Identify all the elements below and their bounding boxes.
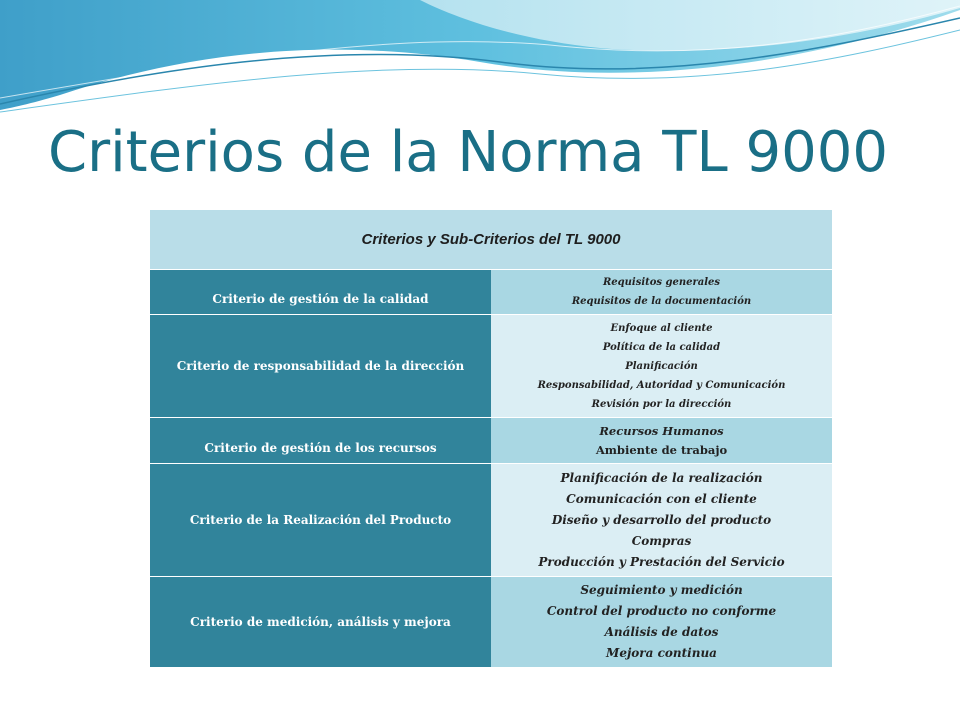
table-header: Criterios y Sub-Criterios del TL 9000 xyxy=(150,210,832,270)
subcriterion: Análisis de datos xyxy=(604,624,719,639)
subcriterion: Requisitos generales xyxy=(602,277,721,288)
subcriterion: Planificación de la realización xyxy=(560,470,763,485)
criterion-cell: Criterio de medición, análisis y mejora xyxy=(150,577,491,667)
criterion-cell: Criterio de responsabilidad de la dirección xyxy=(150,315,491,418)
table-header-row xyxy=(150,210,832,270)
table-row xyxy=(150,418,832,464)
table-row xyxy=(150,464,832,577)
criteria-table xyxy=(150,210,832,667)
subcriterion: Producción y Prestación del Servicio xyxy=(538,554,785,569)
header-wave-decoration xyxy=(0,0,960,120)
subcriterion: Compras xyxy=(631,533,692,548)
subcriterion: Control del producto no conforme xyxy=(546,603,777,618)
slide-title: Criterios de la Norma TL 9000 xyxy=(48,120,888,185)
table-row xyxy=(150,270,832,315)
subcriteria-cell xyxy=(491,418,832,464)
subcriterion: Responsabilidad, Autoridad y Comunicación xyxy=(537,379,786,391)
subcriterion: Mejora continua xyxy=(606,645,717,660)
subcriterion: Planificación xyxy=(625,360,698,372)
subcriterion: Ambiente de trabajo xyxy=(595,442,728,457)
criterion-cell: Criterio de gestión de la calidad xyxy=(150,270,491,315)
subcriteria-cell xyxy=(491,270,832,315)
subcriterion: Revisión por la dirección xyxy=(591,398,732,410)
subcriterion: Recursos Humanos xyxy=(599,423,724,438)
subcriterion: Comunicación con el cliente xyxy=(566,491,757,506)
subcriteria-cell xyxy=(491,577,832,667)
criterion-cell: Criterio de la Realización del Producto xyxy=(150,464,491,577)
table-row xyxy=(150,315,832,418)
subcriterion: Seguimiento y medición xyxy=(580,582,743,597)
subcriterion: Enfoque al cliente xyxy=(610,322,713,334)
subcriteria-cell xyxy=(491,464,832,577)
subcriteria-cell xyxy=(491,315,832,418)
subcriterion: Política de la calidad xyxy=(602,341,721,353)
criterion-cell: Criterio de gestión de los recursos xyxy=(150,418,491,464)
subcriterion: Requisitos de la documentación xyxy=(571,296,752,307)
subcriterion: Diseño y desarrollo del producto xyxy=(551,512,772,527)
table-row xyxy=(150,577,832,667)
